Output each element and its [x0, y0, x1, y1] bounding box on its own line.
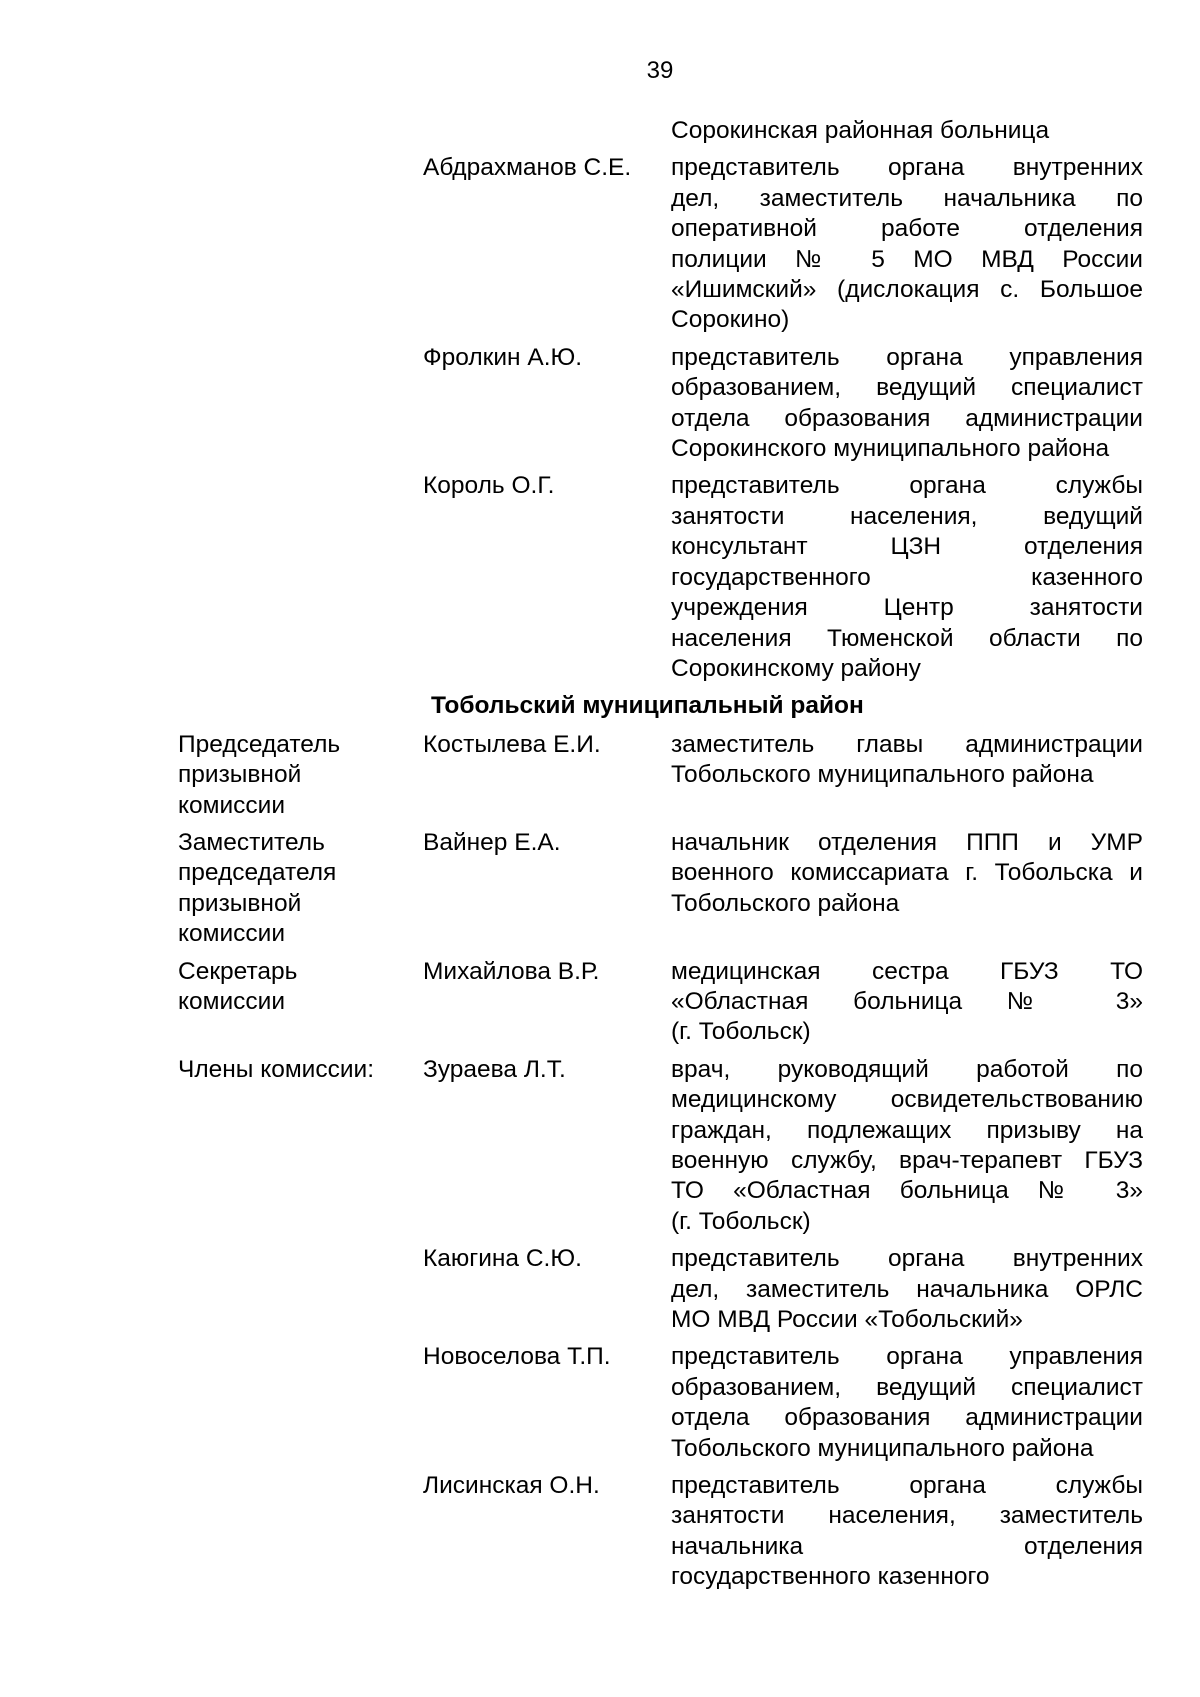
commission-member-row [0, 1055, 1200, 1237]
member-description-line: образованием, ведущий специалист [671, 374, 1143, 402]
commission-member-row [0, 957, 1200, 1048]
member-role-line: Члены комиссии: [178, 1055, 375, 1083]
member-role-line: комиссии [178, 920, 286, 948]
member-name [423, 957, 671, 1048]
member-name-text: Король О.Г. [423, 472, 555, 500]
member-description [671, 957, 1143, 1048]
member-description-line: заместитель главы администрации [671, 730, 1143, 758]
member-role-line: комиссии [178, 791, 286, 819]
member-role-line: призывной [178, 889, 302, 917]
member-description-line: дел, заместитель начальника ОРЛС [671, 1275, 1143, 1303]
member-description-line: Сорокино) [671, 306, 790, 334]
member-name [423, 116, 671, 146]
section-heading [0, 691, 864, 721]
member-role [178, 730, 356, 821]
member-role-line: Секретарь [178, 957, 298, 985]
member-description-line: Тобольского муниципального района [671, 761, 1094, 789]
member-role-line: комиссии [178, 987, 286, 1015]
member-role [178, 153, 356, 335]
member-description-line: ТО «Областная больница № 3» [671, 1177, 1143, 1205]
member-description-line: начальника отделения [671, 1532, 1143, 1560]
member-description-line: государственного казенного [671, 563, 1143, 591]
member-name [423, 828, 671, 950]
member-description [671, 116, 1143, 146]
member-description-line: представитель органа службы [671, 1472, 1143, 1500]
member-role [178, 828, 356, 950]
member-description [671, 1244, 1143, 1335]
member-description-line: дел, заместитель начальника по [671, 184, 1143, 212]
commission-member-row [0, 1471, 1200, 1593]
member-description-line: военную службу, врач-терапевт ГБУЗ [671, 1147, 1143, 1174]
member-role [178, 1342, 356, 1464]
member-description-line: занятости населения, заместитель [671, 1502, 1143, 1530]
member-name [423, 1055, 671, 1237]
member-name [423, 1342, 671, 1464]
member-description [671, 1471, 1143, 1593]
member-description-line: государственного казенного [671, 1563, 990, 1591]
member-name [423, 1244, 671, 1335]
member-name-text: Вайнер Е.А. [423, 828, 561, 856]
member-description-line: МО МВД России «Тобольский» [671, 1306, 1023, 1334]
member-description-line: медицинскому освидетельствованию [671, 1086, 1143, 1114]
member-name-text: Михайлова В.Р. [423, 957, 600, 985]
member-description-line: отдела образования администрации [671, 404, 1143, 432]
member-name [423, 1471, 671, 1593]
member-name [423, 730, 671, 821]
member-description-line: врач, руководящий работой по [671, 1055, 1143, 1083]
member-name [423, 153, 671, 335]
member-description-line: (г. Тобольск) [671, 1207, 811, 1235]
member-role-line: Заместитель [178, 828, 325, 856]
commission-list [0, 116, 1200, 1600]
commission-member-row [0, 1342, 1200, 1464]
commission-member-row [0, 730, 1200, 821]
member-description-line: учреждения Центр занятости [671, 594, 1143, 622]
member-name-text: Зураева Л.Т. [423, 1055, 566, 1083]
member-description [671, 153, 1143, 335]
member-description-line: представитель органа управления [671, 343, 1143, 371]
commission-member-row [0, 471, 1200, 684]
member-name-text: Новоселова Т.П. [423, 1343, 611, 1371]
commission-member-row [0, 828, 1200, 950]
member-description [671, 1342, 1143, 1464]
member-role-line: председателя [178, 859, 337, 887]
member-role [178, 957, 356, 1048]
member-description-line: населения Тюменской области по [671, 624, 1143, 652]
member-description-line: занятости населения, ведущий [671, 502, 1143, 530]
member-description-line: представитель органа управления [671, 1343, 1143, 1371]
member-description-line: Сорокинская районная больница [671, 117, 1050, 144]
member-role-line: призывной [178, 761, 302, 789]
member-description-line: (г. Тобольск) [671, 1018, 811, 1046]
member-description-line: Сорокинского муниципального района [671, 435, 1110, 463]
member-role [178, 471, 356, 684]
sorokinsky-members [0, 116, 1200, 684]
commission-member-row [0, 116, 1200, 146]
member-name-text: Каюгина С.Ю. [423, 1245, 582, 1273]
tobolsky-members [0, 730, 1200, 1593]
member-name [423, 471, 671, 684]
member-role [178, 1471, 356, 1593]
member-description-line: военного комиссариата г. Тобольска и [671, 859, 1143, 887]
member-name-text: Фролкин А.Ю. [423, 343, 583, 371]
member-description-line: Сорокинскому району [671, 654, 921, 682]
member-description-line: «Областная больница № 3» [671, 987, 1143, 1015]
member-description-line: Тобольского района [671, 889, 900, 917]
member-description-line: «Ишимский» (дислокация с. Большое [671, 276, 1143, 304]
member-name [423, 343, 671, 465]
member-description-line: граждан, подлежащих призыву на [671, 1116, 1143, 1144]
commission-member-row [0, 1244, 1200, 1335]
section-heading-text: Тобольский муниципальный район [431, 692, 864, 720]
member-description-line: представитель органа внутренних [671, 1245, 1143, 1273]
member-role [178, 116, 356, 146]
member-description-line: образованием, ведущий специалист [671, 1373, 1143, 1401]
member-role-line: Председатель [178, 730, 341, 758]
member-name-text: Костылева Е.И. [423, 730, 601, 758]
commission-member-row [0, 343, 1200, 465]
member-name-text: Абдрахманов С.Е. [423, 154, 632, 182]
page-number: 39 [646, 57, 674, 84]
member-description [671, 1055, 1143, 1237]
commission-member-row [0, 153, 1200, 335]
member-description-line: Тобольского муниципального района [671, 1434, 1094, 1462]
member-description [671, 828, 1143, 950]
member-description [671, 343, 1143, 465]
member-description-line: отдела образования администрации [671, 1404, 1143, 1432]
member-description-line: представитель органа службы [671, 472, 1143, 500]
member-description [671, 471, 1143, 684]
member-description [671, 730, 1143, 821]
member-description-line: консультант ЦЗН отделения [671, 533, 1143, 561]
member-description-line: полиции № 5 МО МВД России [671, 245, 1143, 273]
member-role [178, 1244, 356, 1335]
member-description-line: медицинская сестра ГБУЗ ТО [671, 957, 1143, 985]
member-description-line: оперативной работе отделения [671, 215, 1143, 243]
member-description-line: начальник отделения ППП и УМР [671, 828, 1143, 856]
member-description-line: представитель органа внутренних [671, 154, 1143, 182]
member-name-text: Лисинская О.Н. [423, 1472, 600, 1500]
member-role [178, 343, 356, 465]
member-role [178, 1055, 375, 1237]
